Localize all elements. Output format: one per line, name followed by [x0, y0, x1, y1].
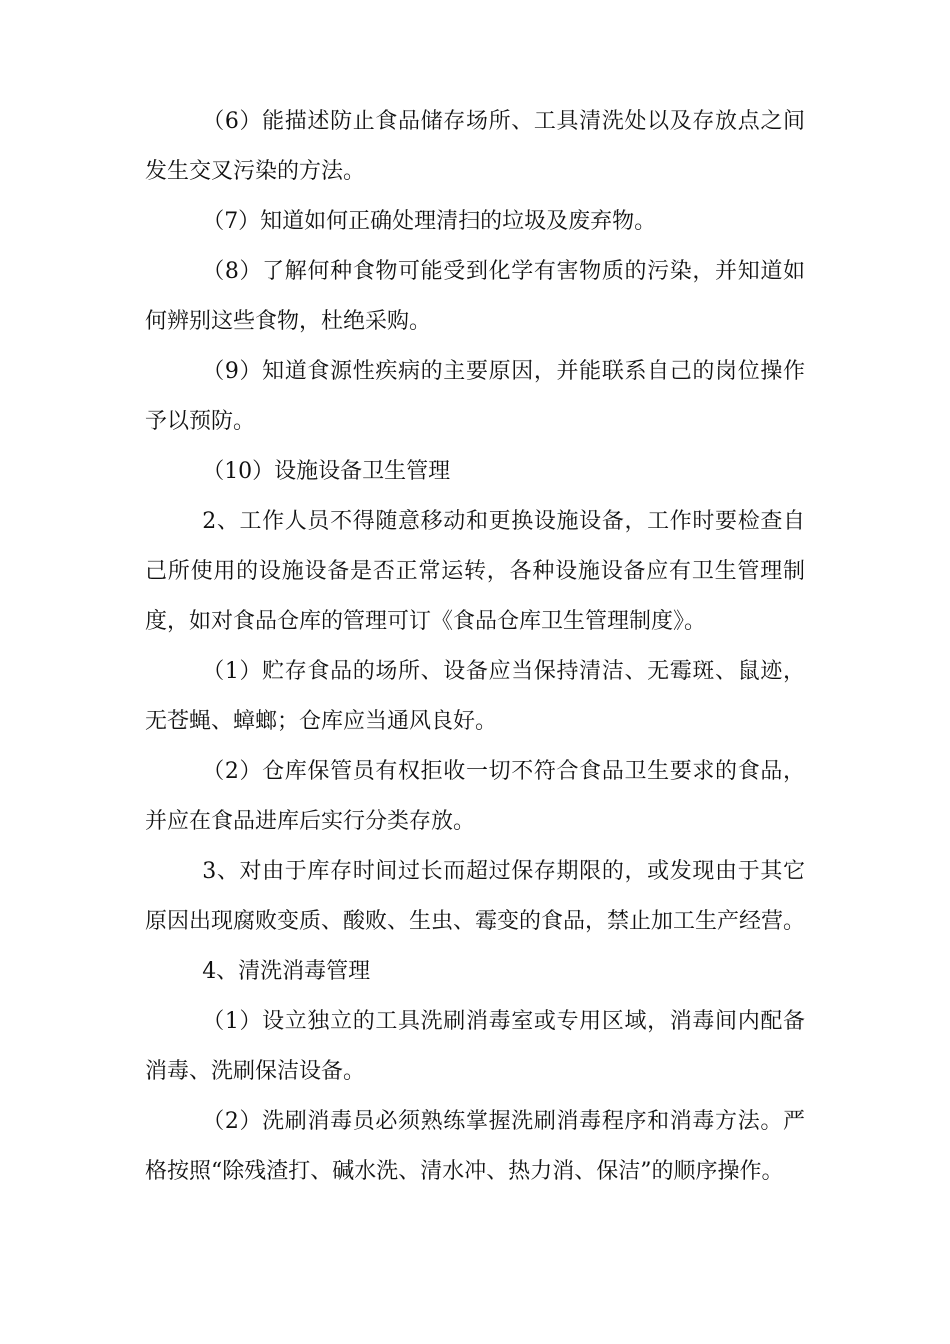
paragraph-item-8: （8）了解何种食物可能受到化学有害物质的污染，并知道如何辨别这些食物，杜绝采购。 — [145, 259, 805, 334]
section-4-item-2: （2）洗刷消毒员必须熟练掌握洗刷消毒程序和消毒方法。严格按照“除残渣打、碱水洗、清水冲、热力消、保洁”的顺序操作。 — [145, 1109, 805, 1184]
paragraph-item-9: （9）知道食源性疾病的主要原因，并能联系自己的岗位操作予以预防。 — [145, 359, 805, 434]
paragraph-item-7: （7）知道如何正确处理清扫的垃圾及废弃物。 — [202, 209, 657, 234]
section-3-paragraph: 3、对由于库存时间过长而超过保存期限的，或发现由于其它原因出现腐败变质、酸败、生虫、霉变的食品，禁止加工生产经营。 — [145, 859, 806, 934]
section-4-heading: 4、清洗消毒管理 — [202, 959, 371, 984]
document-body — [145, 97, 805, 1197]
section-2-item-1: （1）贮存食品的场所、设备应当保持清洁、无霉斑、鼠迹，无苍蝇、蟑螂；仓库应当通风良好。 — [145, 659, 805, 734]
paragraph-item-6: （6）能描述防止食品储存场所、工具清洗处以及存放点之间发生交叉污染的方法。 — [145, 109, 805, 184]
section-4-item-1: （1）设立独立的工具洗刷消毒室或专用区域，消毒间内配备消毒、洗刷保洁设备。 — [145, 1009, 805, 1084]
paragraph-item-10-heading: （10）设施设备卫生管理 — [202, 459, 451, 484]
section-2-paragraph: 2、工作人员不得随意移动和更换设施设备，工作时要检查自己所使用的设施设备是否正常运转，各种设施设备应有卫生管理制度，如对食品仓库的管理可订《食品仓库卫生管理制度》。 — [145, 509, 805, 634]
section-2-item-2: （2）仓库保管员有权拒收一切不符合食品卫生要求的食品，并应在食品进库后实行分类存放。 — [145, 759, 805, 834]
